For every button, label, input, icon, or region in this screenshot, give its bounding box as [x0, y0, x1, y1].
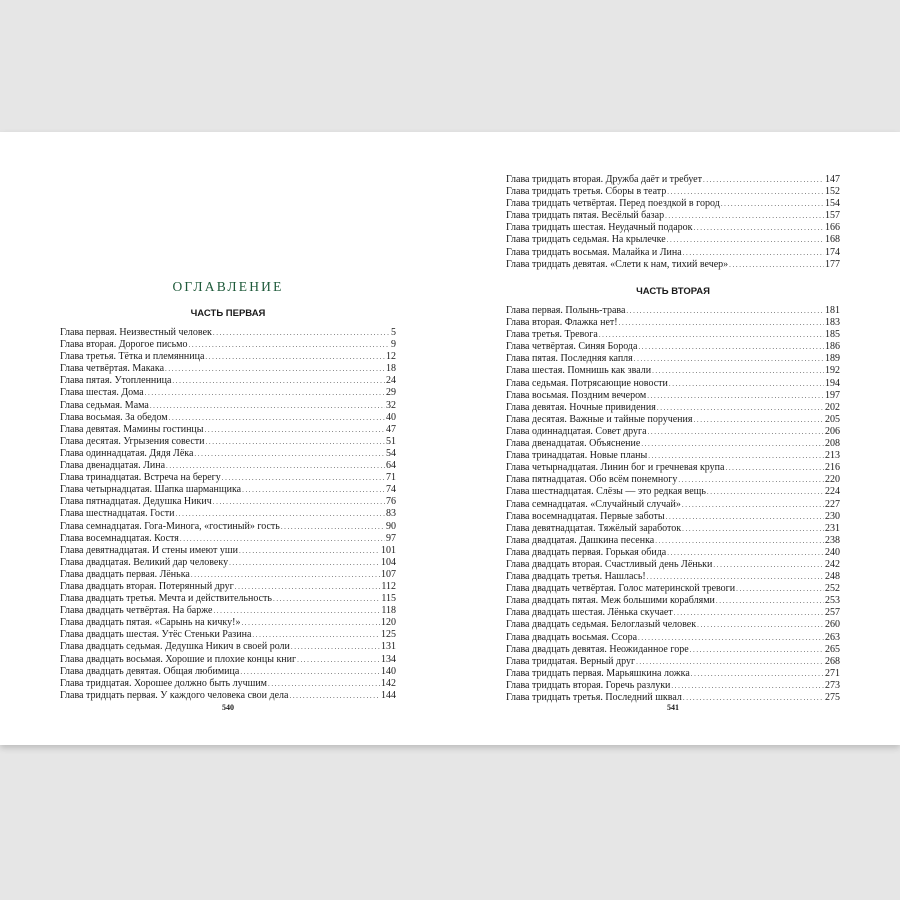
chapter-page-number: 9 [391, 339, 396, 351]
toc-entry [506, 210, 840, 222]
toc-entry [60, 472, 396, 484]
chapter-title: Глава седьмая. Потрясающие новости [506, 377, 668, 389]
chapter-page-number: 104 [381, 556, 396, 568]
part-one-title: ЧАСТЬ ПЕРВАЯ [190, 308, 266, 319]
chapter-title: Глава девятая. Ночные привидения [506, 401, 656, 413]
toc-entry [506, 668, 840, 680]
dot-leader [626, 305, 824, 317]
dot-leader [638, 632, 824, 644]
dot-leader [713, 559, 824, 571]
dot-leader [648, 426, 824, 438]
toc-entry [60, 641, 396, 653]
chapter-page-number: 134 [381, 653, 396, 665]
chapter-title: Глава тридцать восьмая. Малайка и Лина [506, 246, 682, 258]
dot-leader [240, 666, 380, 678]
chapter-page-number: 54 [386, 447, 396, 459]
chapter-page-number: 71 [386, 472, 396, 484]
dot-leader [667, 234, 824, 246]
dot-leader [657, 402, 824, 414]
chapter-title: Глава одиннадцатая. Дядя Лёка [60, 447, 194, 459]
dot-leader [206, 436, 386, 448]
chapter-title: Глава двадцать вторая. Счастливый день Лёньки [506, 558, 713, 570]
dot-leader [180, 533, 385, 545]
chapter-page-number: 186 [825, 341, 840, 353]
chapter-page-number: 131 [381, 641, 396, 653]
dot-leader [671, 680, 824, 692]
dot-leader [647, 390, 824, 402]
chapter-page-number: 120 [381, 617, 396, 629]
chapter-title: Глава двадцать пятая. Меж большими кораблями [506, 595, 715, 607]
chapter-page-number: 168 [825, 234, 840, 246]
toc-entry [60, 569, 396, 581]
chapter-title: Глава пятая. Последняя капля [506, 353, 633, 365]
dot-leader [652, 365, 824, 377]
chapter-title: Глава двадцать четвёртая. Голос материнской тревоги [506, 583, 736, 595]
chapter-page-number: 253 [825, 595, 840, 607]
dot-leader [634, 353, 824, 365]
dot-leader [691, 668, 824, 680]
chapter-title: Глава четырнадцатая. Линин бог и гречневая крупа [506, 462, 725, 474]
chapter-page-number: 174 [825, 246, 840, 258]
toc-entry [60, 521, 396, 533]
toc-entry [60, 666, 396, 678]
chapter-title: Глава тридцать вторая. Дружба даёт и требует [506, 174, 702, 185]
chapter-page-number: 147 [825, 174, 840, 185]
toc-entry [60, 400, 396, 412]
dot-leader [667, 547, 824, 559]
toc-entry [60, 351, 396, 363]
dot-leader [297, 654, 380, 666]
chapter-page-number: 5 [391, 327, 396, 338]
chapter-page-number: 189 [825, 353, 840, 365]
toc-entry [506, 341, 840, 353]
chapter-page-number: 231 [825, 522, 840, 534]
toc-entry [506, 583, 840, 595]
chapter-title: Глава первая. Полынь-трава [506, 305, 626, 316]
toc-entry [60, 363, 396, 375]
dot-leader [697, 619, 824, 631]
toc-entry [506, 438, 840, 450]
chapter-title: Глава двадцать шестая. Утёс Стеньки Разина [60, 629, 252, 641]
chapter-title: Глава тринадцатая. Встреча на берегу [60, 472, 221, 484]
toc-entry [506, 571, 840, 583]
chapter-title: Глава тридцать вторая. Горечь разлуки [506, 679, 671, 691]
toc-entry [60, 533, 396, 545]
chapter-title: Глава тридцатая. Верный друг [506, 655, 636, 667]
chapter-title: Глава четвёртая. Макака [60, 363, 165, 375]
toc-entry [60, 593, 396, 605]
toc-entry [60, 436, 396, 448]
chapter-page-number: 257 [825, 607, 840, 619]
toc-entry [60, 678, 396, 690]
chapter-page-number: 125 [381, 629, 396, 641]
toc-list-part-one [60, 327, 396, 702]
toc-entry [506, 259, 840, 271]
chapter-page-number: 224 [825, 486, 840, 498]
chapter-page-number: 213 [825, 450, 840, 462]
toc-entry [60, 617, 396, 629]
chapter-page-number: 208 [825, 438, 840, 450]
dot-leader [669, 378, 824, 390]
toc-entry [60, 654, 396, 666]
dot-leader [721, 198, 824, 210]
toc-entry [60, 448, 396, 460]
chapter-page-number: 112 [381, 580, 396, 592]
chapter-title: Глава двадцать восьмая. Хорошие и плохие концы книг [60, 653, 297, 665]
dot-leader [648, 450, 824, 462]
toc-entry [506, 329, 840, 341]
chapter-page-number: 97 [386, 532, 396, 544]
page-number-left: 540 [222, 703, 234, 712]
toc-entry [60, 327, 396, 339]
dot-leader [165, 363, 385, 375]
chapter-page-number: 144 [381, 689, 396, 701]
toc-entry [60, 545, 396, 557]
chapter-title: Глава тридцатая. Хорошее должно быть лучшим [60, 677, 267, 689]
dot-leader [619, 317, 824, 329]
toc-entry [506, 402, 840, 414]
toc-entry [506, 547, 840, 559]
chapter-page-number: 263 [825, 631, 840, 643]
dot-leader [703, 174, 824, 186]
dot-leader [674, 607, 824, 619]
dot-leader [665, 210, 824, 222]
toc-heading: ОГЛАВЛЕНИЕ [172, 279, 284, 294]
chapter-page-number: 242 [825, 558, 840, 570]
chapter-title: Глава тридцать первая. У каждого человека свои дела [60, 689, 289, 701]
chapter-title: Глава вторая. Флажка нет! [506, 317, 618, 329]
chapter-title: Глава десятая. Угрызения совести [60, 435, 205, 447]
book-spread [0, 132, 900, 745]
chapter-page-number: 154 [825, 198, 840, 210]
chapter-page-number: 107 [381, 568, 396, 580]
dot-leader [678, 474, 824, 486]
chapter-page-number: 32 [386, 399, 396, 411]
chapter-page-number: 192 [825, 365, 840, 377]
chapter-page-number: 51 [386, 435, 396, 447]
right-page [506, 132, 840, 745]
dot-leader [273, 593, 380, 605]
chapter-page-number: 230 [825, 510, 840, 522]
chapter-page-number: 90 [386, 520, 396, 532]
chapter-page-number: 194 [825, 377, 840, 389]
chapter-title: Глава семнадцатая. Гога-Минога, «гостиный» гость [60, 520, 280, 532]
chapter-title: Глава шестая. Дома [60, 387, 144, 399]
chapter-page-number: 216 [825, 462, 840, 474]
chapter-title: Глава двадцать вторая. Потерянный друг [60, 580, 234, 592]
dot-leader [205, 351, 385, 363]
chapter-title: Глава двадцать третья. Мечта и действительность [60, 593, 272, 605]
chapter-page-number: 76 [386, 496, 396, 508]
dot-leader [682, 499, 824, 511]
toc-entry [506, 234, 840, 246]
toc-entry [506, 486, 840, 498]
part-two-title: ЧАСТЬ ВТОРАЯ [636, 286, 710, 297]
chapter-title: Глава девятнадцатая. И стены имеют уши [60, 544, 238, 556]
dot-leader [175, 508, 385, 520]
chapter-page-number: 18 [386, 363, 396, 375]
chapter-page-number: 74 [386, 484, 396, 496]
toc-entry [60, 496, 396, 508]
chapter-page-number: 181 [825, 305, 840, 316]
chapter-title: Глава десятая. Важные и тайные поручения [506, 413, 693, 425]
toc-entry [506, 474, 840, 486]
dot-leader [725, 462, 824, 474]
toc-entry [506, 595, 840, 607]
toc-entry [60, 581, 396, 593]
chapter-title: Глава тридцать первая. Марьяшкина ложка [506, 667, 690, 679]
chapter-page-number: 152 [825, 186, 840, 198]
chapter-page-number: 183 [825, 317, 840, 329]
dot-leader [694, 414, 825, 426]
toc-entry [60, 460, 396, 472]
dot-leader [666, 511, 824, 523]
dot-leader [655, 535, 824, 547]
dot-leader [281, 521, 385, 533]
dot-leader [729, 259, 824, 271]
chapter-page-number: 197 [825, 389, 840, 401]
toc-entry [506, 656, 840, 668]
dot-leader [291, 641, 380, 653]
chapter-title: Глава пятая. Утопленница [60, 375, 172, 387]
toc-entry [506, 426, 840, 438]
chapter-title: Глава двадцать девятая. Неожиданное горе [506, 643, 689, 655]
chapter-page-number: 206 [825, 425, 840, 437]
chapter-title: Глава пятнадцатая. Обо всём понемногу [506, 474, 678, 486]
chapter-page-number: 220 [825, 474, 840, 486]
toc-entry [60, 508, 396, 520]
dot-leader [213, 327, 390, 339]
chapter-page-number: 177 [825, 258, 840, 270]
dot-leader [194, 448, 385, 460]
chapter-page-number: 142 [381, 677, 396, 689]
chapter-title: Глава двадцать девятая. Общая любимица [60, 665, 240, 677]
dot-leader [736, 583, 824, 595]
dot-leader [683, 247, 824, 259]
toc-entry [506, 317, 840, 329]
chapter-title: Глава тридцать шестая. Неудачный подарок [506, 222, 693, 234]
toc-entry [506, 365, 840, 377]
chapter-title: Глава двадцать третья. Нашлась! [506, 571, 646, 583]
chapter-page-number: 238 [825, 534, 840, 546]
chapter-title: Глава двадцать первая. Горькая обида [506, 546, 667, 558]
dot-leader [145, 387, 385, 399]
chapter-title: Глава тридцать четвёртая. Перед поездкой в город [506, 198, 720, 210]
chapter-title: Глава семнадцатая. «Случайный случай» [506, 498, 681, 510]
toc-entry [506, 607, 840, 619]
toc-entry [506, 644, 840, 656]
chapter-title: Глава тринадцатая. Новые планы [506, 450, 648, 462]
toc-entry [506, 450, 840, 462]
chapter-page-number: 64 [386, 460, 396, 472]
chapter-title: Глава двадцать седьмая. Белоглазый человек [506, 619, 697, 631]
chapter-page-number: 12 [386, 351, 396, 363]
chapter-title: Глава двенадцатая. Лина [60, 460, 166, 472]
chapter-page-number: 260 [825, 619, 840, 631]
dot-leader [150, 400, 385, 412]
chapter-title: Глава шестнадцатая. Гости [60, 508, 175, 520]
dot-leader [213, 605, 380, 617]
dot-leader [599, 329, 824, 341]
chapter-page-number: 185 [825, 329, 840, 341]
chapter-title: Глава двенадцатая. Объяснение [506, 438, 641, 450]
chapter-title: Глава двадцать пятая. «Сарынь на кичку!» [60, 617, 241, 629]
chapter-title: Глава третья. Тётка и племянница [60, 351, 205, 363]
dot-leader [636, 656, 824, 668]
chapter-title: Глава четырнадцатая. Шапка шарманщика [60, 484, 242, 496]
chapter-title: Глава двадцать четвёртая. На барже [60, 605, 213, 617]
dot-leader [213, 496, 385, 508]
chapter-page-number: 29 [386, 387, 396, 399]
dot-leader [189, 339, 391, 351]
dot-leader [229, 557, 380, 569]
chapter-title: Глава двадцатая. Великий дар человеку [60, 556, 229, 568]
chapter-title: Глава девятнадцатая. Тяжёлый заработок [506, 522, 682, 534]
chapter-title: Глава двадцать шестая. Лёнька скучает [506, 607, 673, 619]
toc-entry [506, 390, 840, 402]
toc-entry [60, 629, 396, 641]
toc-entry [506, 186, 840, 198]
chapter-title: Глава восемнадцатая. Костя [60, 532, 179, 544]
chapter-page-number: 118 [381, 605, 396, 617]
toc-entry [60, 424, 396, 436]
chapter-page-number: 265 [825, 643, 840, 655]
chapter-title: Глава вторая. Дорогое письмо [60, 339, 188, 351]
toc-entry [60, 605, 396, 617]
dot-leader [707, 486, 824, 498]
dot-leader [242, 484, 385, 496]
toc-entry [506, 511, 840, 523]
toc-entry [506, 198, 840, 210]
chapter-page-number: 271 [825, 667, 840, 679]
toc-entry [60, 557, 396, 569]
chapter-title: Глава двадцать первая. Лёнька [60, 568, 190, 580]
dot-leader [690, 644, 824, 656]
toc-entry [506, 523, 840, 535]
dot-leader [682, 523, 824, 535]
dot-leader [222, 472, 385, 484]
chapter-title: Глава тридцать седьмая. На крылечке [506, 234, 666, 246]
chapter-title: Глава четвёртая. Синяя Борода [506, 341, 638, 353]
toc-entry [60, 375, 396, 387]
chapter-page-number: 40 [386, 411, 396, 423]
toc-entry [60, 484, 396, 496]
dot-leader [268, 678, 380, 690]
chapter-title: Глава восемнадцатая. Первые заботы [506, 510, 665, 522]
chapter-title: Глава шестая. Помнишь как звали [506, 365, 652, 377]
toc-entry [506, 535, 840, 547]
toc-entry [506, 222, 840, 234]
chapter-title: Глава седьмая. Мама [60, 399, 149, 411]
chapter-page-number: 157 [825, 210, 840, 222]
chapter-page-number: 240 [825, 546, 840, 558]
dot-leader [241, 617, 380, 629]
toc-list-part-two [506, 305, 840, 704]
dot-leader [166, 460, 385, 472]
toc-entry [60, 387, 396, 399]
toc-entry [506, 619, 840, 631]
chapter-title: Глава шестнадцатая. Слёзы — это редкая вещь [506, 486, 706, 498]
chapter-page-number: 268 [825, 655, 840, 667]
chapter-page-number: 227 [825, 498, 840, 510]
chapter-page-number: 101 [381, 544, 396, 556]
chapter-page-number: 47 [386, 423, 396, 435]
page-number-right: 541 [667, 703, 679, 712]
chapter-title: Глава двадцатая. Дашкина песенка [506, 534, 655, 546]
toc-entry [506, 559, 840, 571]
chapter-title: Глава двадцать восьмая. Ссора [506, 631, 638, 643]
chapter-page-number: 24 [386, 375, 396, 387]
toc-entry [506, 414, 840, 426]
dot-leader [205, 424, 386, 436]
toc-entry [506, 247, 840, 259]
toc-entry [506, 378, 840, 390]
left-page [60, 132, 396, 745]
toc-entry [506, 305, 840, 317]
toc-entry [506, 353, 840, 365]
dot-leader [647, 571, 824, 583]
chapter-title: Глава восьмая. За обедом [60, 411, 168, 423]
toc-entry [506, 680, 840, 692]
chapter-page-number: 166 [825, 222, 840, 234]
chapter-title: Глава тридцать пятая. Весёлый базар [506, 210, 665, 222]
toc-list-part-one-continued [506, 174, 840, 271]
chapter-page-number: 140 [381, 665, 396, 677]
dot-leader [252, 629, 380, 641]
chapter-page-number: 83 [386, 508, 396, 520]
toc-entry [60, 690, 396, 702]
toc-entry [506, 462, 840, 474]
dot-leader [235, 581, 381, 593]
dot-leader [638, 341, 824, 353]
chapter-title: Глава восьмая. Поздним вечером [506, 389, 647, 401]
dot-leader [172, 375, 385, 387]
chapter-page-number: 205 [825, 413, 840, 425]
dot-leader [694, 222, 824, 234]
dot-leader [641, 438, 824, 450]
toc-entry [60, 412, 396, 424]
dot-leader [169, 412, 385, 424]
chapter-title: Глава тридцать третья. Сборы в театр [506, 186, 667, 198]
chapter-title: Глава третья. Тревога [506, 329, 598, 341]
chapter-title: Глава тридцать девятая. «Слети к нам, тихий вечер» [506, 258, 729, 270]
dot-leader [716, 595, 824, 607]
chapter-page-number: 248 [825, 571, 840, 583]
chapter-page-number: 115 [381, 593, 396, 605]
chapter-title: Глава двадцать седьмая. Дедушка Никич в своей роли [60, 641, 290, 653]
chapter-page-number: 275 [825, 692, 840, 703]
toc-entry [60, 339, 396, 351]
dot-leader [239, 545, 380, 557]
chapter-title: Глава одиннадцатая. Совет друга [506, 425, 647, 437]
dot-leader [191, 569, 380, 581]
toc-entry [506, 499, 840, 511]
dot-leader [289, 690, 380, 702]
toc-entry [506, 174, 840, 186]
chapter-title: Глава тридцать третья. Последний шквал [506, 692, 682, 703]
chapter-page-number: 273 [825, 679, 840, 691]
chapter-title: Глава первая. Неизвестный человек [60, 327, 212, 338]
chapter-title: Глава пятнадцатая. Дедушка Никич [60, 496, 212, 508]
chapter-page-number: 202 [825, 401, 840, 413]
dot-leader [667, 186, 824, 198]
toc-entry [506, 632, 840, 644]
chapter-title: Глава девятая. Мамины гостинцы [60, 423, 204, 435]
chapter-page-number: 252 [825, 583, 840, 595]
